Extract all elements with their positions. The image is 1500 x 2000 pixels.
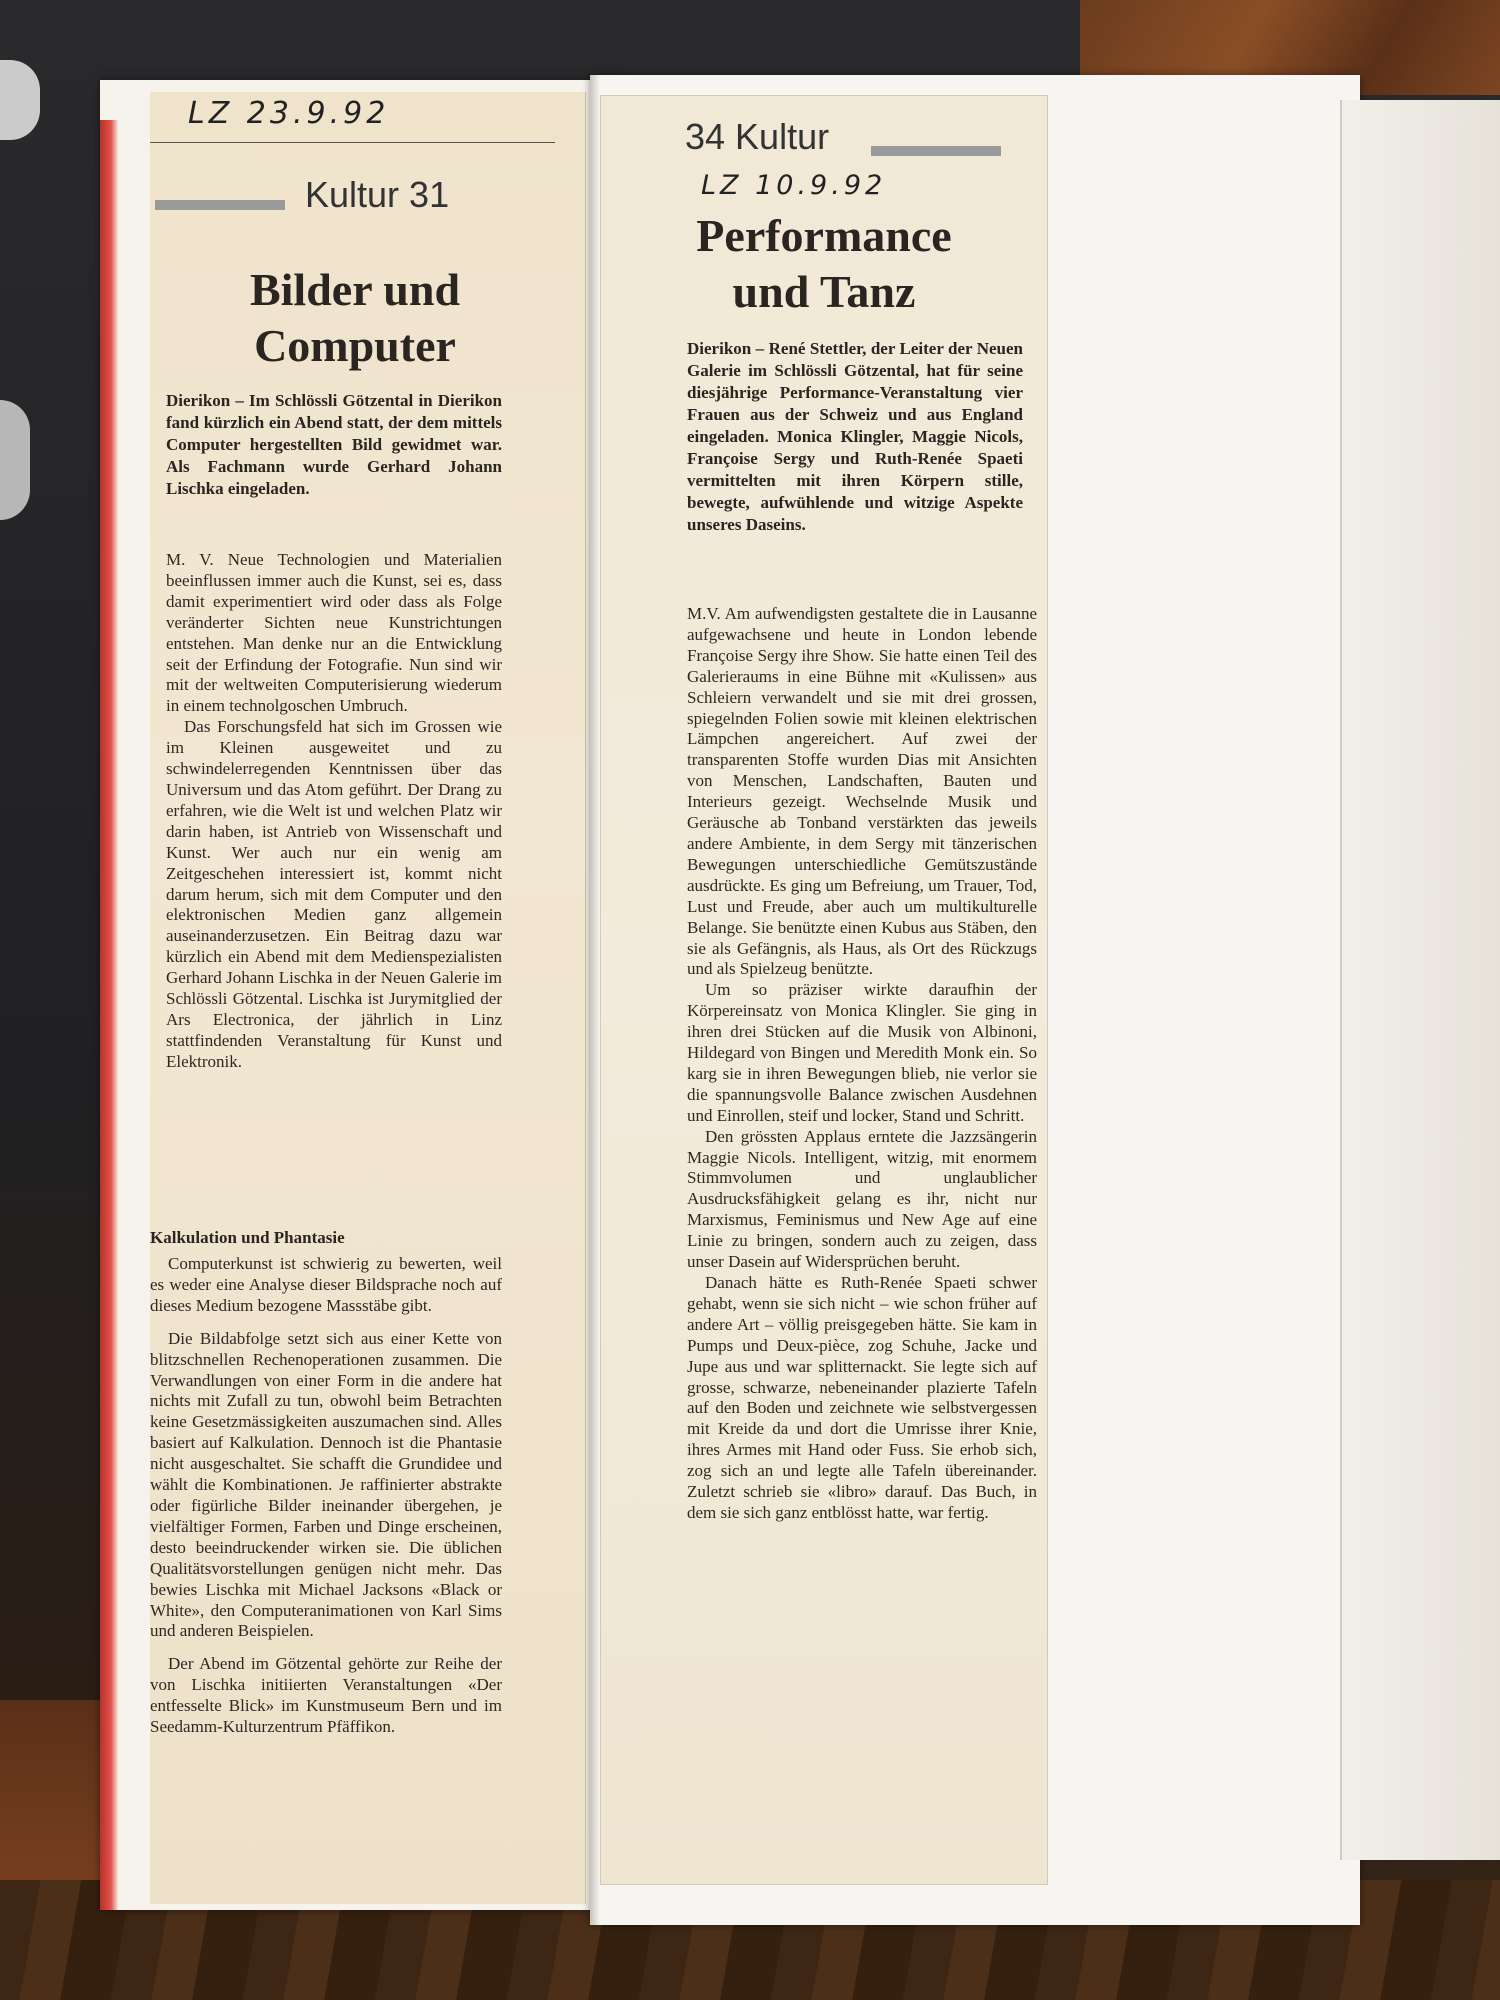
newspaper-clipping-right [600, 95, 1048, 1885]
scrapbook-next-page [1340, 100, 1500, 1860]
headline-line: und Tanz [732, 266, 916, 317]
section-label: 34 Kultur [685, 116, 830, 157]
lead-paragraph: Dierikon – René Stettler, der Leiter der Neuen Galerie im Schlössli Götzental, hat für seine diesjährige Performance-Veranstaltung vier Frauen aus der Schweiz und aus England eingeladen. Monica Klingler, Maggie Nicols, Françoise Sergy und Ruth-Renée Spaeti vermittelten mit ihren Körpern stille, bewegte, aufwühlende und witzige Aspekte unseres Daseins. [687, 339, 1023, 534]
newspaper-clipping-left [150, 92, 586, 1904]
body-paragraph: Danach hätte es Ruth-Renée Spaeti schwer gehabt, wenn sie sich nicht – wie schon früher auf andere Art – völlig preisgegeben hätte. Sie kam in Pumps und Deux-pièce, zog Schuhe, Jacke und Jupe aus und war splitternackt. Sie legte sich auf grosse, schwarze, nebeneinander plazierte Tafeln auf den Boden und zeichnete wie selbstvergessen mit Kreide da und dort die Umrisse ihrer Knie, ihres Armes mit Hand oder Fuss. Sie erhob sich, zog sich an und legte alle Tafeln übereinander. Zuletzt schrieb sie «libro» darauf. Das Buch, in dem sie sich ganz entblösst hatte, war fertig. [687, 1273, 1037, 1522]
headline-line: Computer [254, 320, 456, 371]
cloth-fragment [0, 400, 30, 520]
scrapbook-gutter [590, 75, 600, 1925]
handwritten-date: LZ 23.9.92 [188, 96, 390, 131]
headline-line: Bilder und [249, 264, 461, 315]
lead-paragraph: Dierikon – Im Schlössli Götzental in Dierikon fand kürzlich ein Abend statt, der dem mittels Computer hergestellten Bild gewidmet war. Als Fachmann wurde Gerhard Johann Lischka eingeladen. [166, 391, 502, 498]
scrapbook-page-edge [100, 120, 118, 1910]
headline [150, 262, 560, 374]
subheading: Kalkulation und Phantasie [150, 1228, 345, 1247]
article-body [166, 550, 502, 1073]
body-paragraph: Computerkunst ist schwierig zu bewerten, weil es weder eine Analyse dieser Bildsprache noch auf dieses Medium bezogene Massstäbe gibt. [150, 1254, 502, 1315]
body-paragraph: Das Forschungsfeld hat sich im Grossen wie im Kleinen ausgeweitet und zu schwindelerregenden Kenntnissen über das Universum und das Atom geführt. Der Drang zu erfahren, wie die Welt ist und welchen Platz wir darin haben, ist Antrieb von Wissenschaft und Kunst. Wer auch nur ein wenig am Zeitgeschehen interessiert ist, kommt nicht darum herum, sich mit dem Computer und den elektronischen Medien ganz allgemein auseinanderzusetzen. Ein Beitrag dazu war kürzlich ein Abend mit dem Medienspezialisten Gerhard Johann Lischka in der Neuen Galerie im Schlössli Götzental. Lischka ist Jurymitglied der Ars Electronica, der jährlich in Linz stattfindenden Veranstaltung für Kunst und Elektronik. [166, 717, 502, 1071]
body-paragraph: Der Abend im Götzental gehörte zur Reihe der von Lischka initiierten Veranstaltungen «Der entfesselte Blick» im Kunstmuseum Bern und im Seedamm-Kulturzentrum Pfäffikon. [150, 1654, 502, 1737]
section-label: Kultur 31 [305, 174, 450, 215]
body-paragraph: Um so präziser wirkte daraufhin der Körpereinsatz von Monica Klingler. Sie ging in ihren drei Stücken auf die Musik von Albinoni, Hildegard von Bingen und Meredith Monk ein. So karg sie in ihren Bewegungen blieb, nie verlor sie die spannungsvolle Balance zwischen Ausdehnen und Einrollen, steif und locker, Stand und Schritt. [687, 980, 1037, 1125]
section-rule [871, 146, 1001, 156]
body-paragraph: Den grössten Applaus erntete die Jazzsängerin Maggie Nicols. Intelligent, witzig, mit enormem Stimmvolumen und unglaublicher Ausdrucksfähigkeit gelang es ihr, nicht nur Marxismus, Feminismus und New Age auf eine Linie zu bringen, sondern auch zu zeigen, dass unser Dasein auf Widersprüchen beruht. [687, 1126, 1037, 1272]
body-paragraph: Die Bildabfolge setzt sich aus einer Kette von blitzschnellen Rechenoperationen zusammen. Die Verwandlungen von einer Form in die andere hat nichts mit Zufall zu tun, obwohl beim Betrachten keine Gesetzmässigkeiten auszumachen sind. Alles basiert auf Kalkulation. Dennoch ist die Phantasie nicht ausgeschaltet. Sie schafft die Grundidee und wählt die Kombinationen. Je raffinierter abstrakte oder figürliche Bilder ineinander übergehen, je vielfältiger Formen, Farben und Dinge erscheinen, desto beeindruckender wirken sie. Die üblichen Qualitätsvorstellungen genügen nicht mehr. Das bewies Lischka mit Michael Jacksons «Black or White», den Computeranimationen von Karl Sims und anderen Beispielen. [150, 1328, 502, 1641]
body-paragraph: M.V. Am aufwendigsten gestaltete die in Lausanne aufgewachsene und heute in London lebende Françoise Sergy ihre Show. Sie hatte einen Teil des Galerieraums in eine Bühne mit «Kulissen» aus Schleiern verwandelt und sie mit drei grossen, spiegelnden Folien sowie mit kleinen elektrischen Lämpchen angereichert. Auf zwei der transparenten Stoffe wurden Dias mit Ansichten von Menschen, Landschaften, Bauten und Interieurs gezeigt. Wechselnde Musik und Geräusche ab Tonband verstärkten das jeweils andere Ambiente, in dem Sergy mit tänzerischen Bewegungen unterschiedliche Gemütszustände ausdrückte. Es ging um Befreiung, um Trauer, Tod, Lust und Freude, aber auch um multikulturelle Belange. Sie benützte einen Kubus aus Stäben, den sie als Gefängnis, als Haus, als Ort des Rückzugs und als Spielzeug benützte. [687, 604, 1037, 979]
headline-line: Performance [696, 210, 952, 261]
handwritten-date: LZ 10.9.92 [701, 170, 887, 201]
article-body [687, 604, 1037, 1524]
top-rule [150, 142, 555, 143]
section-rule [155, 200, 285, 210]
body-paragraph: M. V. Neue Technologien und Materialien beeinflussen immer auch die Kunst, sei es, dass damit experimentiert wird oder dass als Folge veränderter Sichten neue Kunstrichtungen entstehen. Man denke nur an die Entwicklung seit der Erfindung der Fotografie. Nun sind wir mit der weltweiten Computerisierung wiederum in einem technolgoschen Umbruch. [166, 550, 502, 716]
article-body-continued [150, 1254, 502, 1738]
headline [601, 208, 1047, 320]
cloth-fragment [0, 60, 40, 140]
